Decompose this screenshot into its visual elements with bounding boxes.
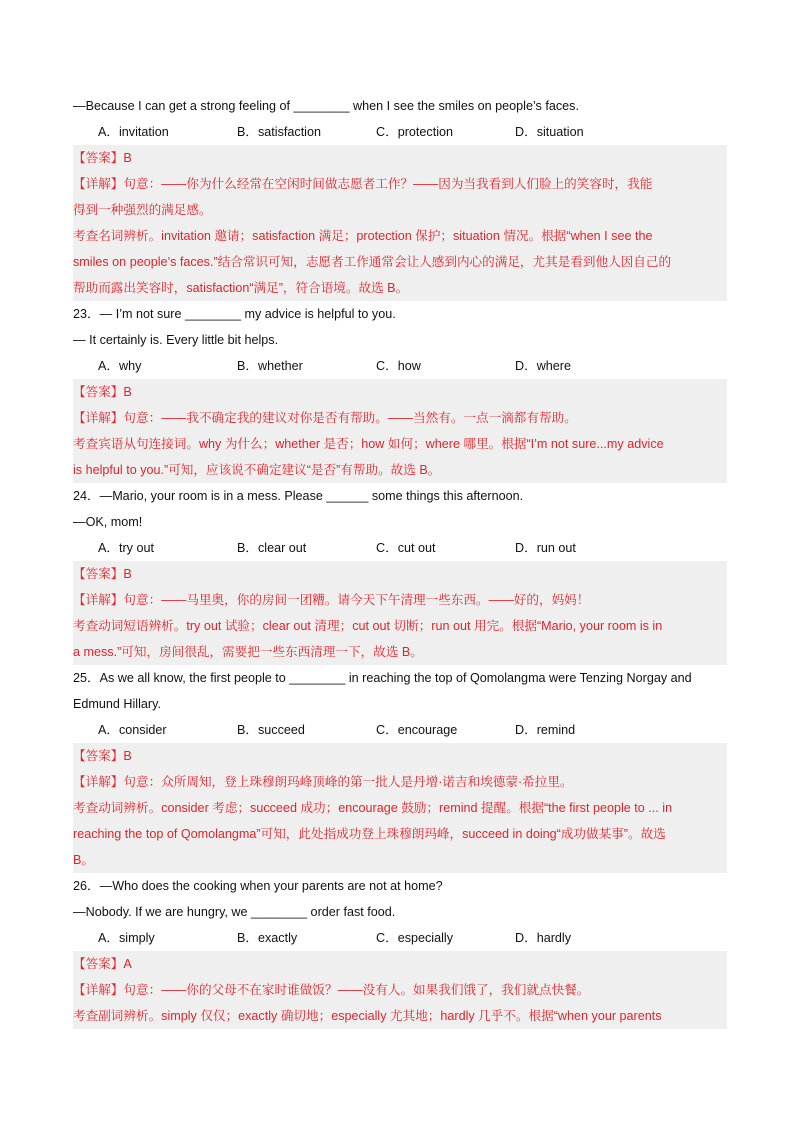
option-b: B．clear out: [237, 541, 307, 555]
option-a: A．consider: [98, 723, 167, 737]
option-c: C．how: [376, 359, 421, 373]
question-item: [73, 93, 727, 301]
option-b: B．succeed: [237, 723, 305, 737]
option-d: D．run out: [515, 541, 576, 555]
option-c: C．encourage: [376, 723, 458, 737]
question-item: [73, 483, 727, 665]
option-c: C．cut out: [376, 541, 436, 555]
question-text: 24．—Mario, your room is in a mess. Please ______ some things this afternoon.: [73, 489, 524, 503]
question-text: — It certainly is. Every little bit helps.: [73, 333, 279, 347]
option-a: A．why: [98, 359, 142, 373]
answer-label: 【答案】A: [73, 957, 132, 971]
option-c: C．especially: [376, 931, 453, 945]
option-a: A．invitation: [98, 125, 169, 139]
question-text: 26．—Who does the cooking when your parents are not at home?: [73, 879, 443, 893]
question-item: [73, 873, 727, 1029]
detail-line: 得到一种强烈的满足感。: [73, 203, 212, 217]
option-b: B．satisfaction: [237, 125, 321, 139]
answer-label: 【答案】B: [73, 385, 132, 399]
detail-line: 【详解】句意：——你的父母不在家时谁做饭？——没有人。如果我们饿了，我们就点快餐。: [73, 983, 590, 997]
option-d: D．where: [515, 359, 571, 373]
detail-line: 考查副词辨析。simply 仅仅；exactly 确切地；especially 尤其地；hardly 几乎不。根据“when your parents: [73, 1009, 662, 1023]
answer-label: 【答案】B: [73, 567, 132, 581]
option-row: [73, 535, 727, 561]
detail-line: 【详解】句意：——你为什么经常在空闲时间做志愿者工作？——因为当我看到人们脸上的笑容时，我能: [73, 177, 653, 191]
detail-line: 【详解】句意：——马里奥，你的房间一团糟。请今天下午清理一些东西。——好的，妈妈！: [73, 593, 590, 607]
detail-line: a mess.”可知，房间很乱，需要把一些东西清理一下，故选 B。: [73, 645, 423, 659]
answer-label: 【答案】B: [73, 151, 132, 165]
question-text: —OK, mom!: [73, 515, 143, 529]
option-a: A．try out: [98, 541, 154, 555]
detail-line: 考查动词短语辨析。try out 试验；clear out 清理；cut out 切断；run out 用完。根据“Mario, your room is in: [73, 619, 663, 633]
option-d: D．situation: [515, 125, 584, 139]
option-d: D．remind: [515, 723, 576, 737]
question-text: 23．— I’m not sure ________ my advice is helpful to you.: [73, 307, 396, 321]
question-text: 25．As we all know, the first people to ________ in reaching the top of Qomolangma were Tenzing Norgay and: [73, 671, 692, 685]
detail-line: 考查动词辨析。consider 考虑；succeed 成功；encourage 鼓励；remind 提醒。根据“the first people to ... in: [73, 801, 673, 815]
option-c: C．protection: [376, 125, 453, 139]
option-a: A．simply: [98, 931, 155, 945]
question-text: —Because I can get a strong feeling of ________ when I see the smiles on people’s faces.: [73, 99, 579, 113]
answer-block: [73, 561, 727, 665]
answer-label: 【答案】B: [73, 749, 132, 763]
detail-line: 考查宾语从句连接词。why 为什么；whether 是否；how 如何；where 哪里。根据“I’m not sure...my advice: [73, 437, 664, 451]
question-list: [73, 93, 727, 1029]
detail-line: 考查名词辨析。invitation 邀请；satisfaction 满足；protection 保护；situation 情况。根据“when I see the: [73, 229, 653, 243]
answer-block: [73, 743, 727, 873]
detail-line: 【详解】句意：——我不确定我的建议对你是否有帮助。——当然有。一点一滴都有帮助。: [73, 411, 577, 425]
detail-line: 【详解】句意：众所周知，登上珠穆朗玛峰顶峰的第一批人是丹增·诺吉和埃德蒙·希拉里。: [73, 775, 573, 789]
detail-line: smiles on people’s faces.”结合常识可知，志愿者工作通常会让人感到内心的满足，尤其是看到他人因自己的: [73, 255, 672, 269]
answer-block: [73, 951, 727, 1029]
question-item: [73, 301, 727, 483]
answer-block: [73, 145, 727, 301]
option-d: D．hardly: [515, 931, 571, 945]
detail-line: reaching the top of Qomolangma”可知，此处指成功登上珠穆朗玛峰，succeed in doing“成功做某事”。故选: [73, 827, 666, 841]
answer-block: [73, 379, 727, 483]
option-b: B．exactly: [237, 931, 298, 945]
question-text: Edmund Hillary.: [73, 697, 161, 711]
detail-line: 帮助而露出笑容时，satisfaction“满足”，符合语境。故选 B。: [73, 281, 409, 295]
option-b: B．whether: [237, 359, 303, 373]
option-row: [73, 717, 727, 743]
question-item: [73, 665, 727, 873]
question-text: —Nobody. If we are hungry, we ________ order fast food.: [73, 905, 396, 919]
detail-line: is helpful to you.”可知，应该说不确定建议“是否”有帮助。故选 B。: [73, 463, 441, 477]
detail-line: B。: [73, 853, 94, 867]
option-row: [73, 353, 727, 379]
option-row: [73, 119, 727, 145]
option-row: [73, 925, 727, 951]
